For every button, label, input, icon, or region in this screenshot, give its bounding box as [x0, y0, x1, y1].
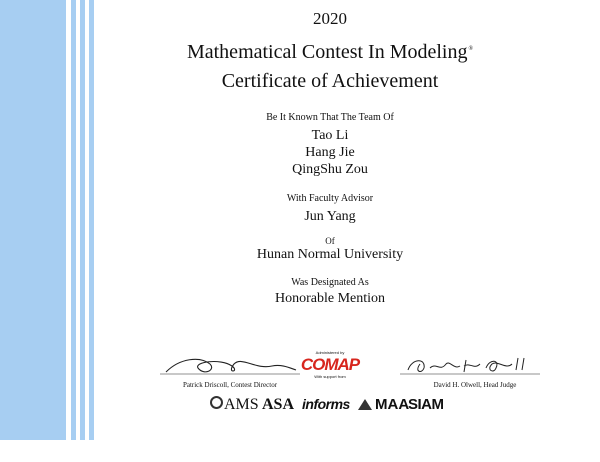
certificate	[120, 0, 540, 462]
border-stripe-4	[89, 0, 94, 440]
certificate-subtitle: Certificate of Achievement	[221, 70, 439, 92]
director-signature-graphic	[160, 352, 300, 380]
advisor-intro: With Faculty Advisor	[286, 193, 374, 204]
maa-logo: MAA	[358, 396, 409, 413]
university-name: Hunan Normal University	[256, 247, 404, 262]
team-member-1: Tao Li	[311, 128, 349, 143]
ams-icon	[210, 396, 223, 409]
support-label: With support from	[314, 374, 346, 379]
advisor-name: Jun Yang	[304, 209, 356, 224]
judge-caption: David H. Olwell, Head Judge	[433, 381, 517, 389]
contest-title	[120, 41, 540, 64]
maa-icon	[358, 399, 372, 410]
team-member-3: QingShu Zou	[292, 162, 368, 177]
intro-text: Be It Known That The Team Of	[266, 112, 394, 123]
asa-logo: ASA	[262, 396, 295, 413]
contest-name: Mathematical Contest In Modeling	[186, 41, 468, 63]
judge-signature	[400, 352, 540, 380]
director-caption: Patrick Driscoll, Contest Director	[182, 381, 278, 389]
border-stripe-2	[71, 0, 76, 440]
certificate-year: 2020	[313, 9, 347, 28]
border-stripe-3	[80, 0, 85, 440]
sponsor-logos	[210, 396, 510, 418]
administered-by-label: Administered by	[315, 350, 345, 355]
informs-logo: informs	[302, 396, 350, 412]
award-title: Honorable Mention	[274, 291, 386, 306]
siam-logo: SIAM	[408, 396, 444, 413]
director-signature	[160, 352, 300, 380]
border-stripe-1	[0, 0, 66, 440]
team-member-2: Hang Jie	[305, 145, 355, 160]
comap-logo: COMAP	[300, 355, 360, 374]
of-label: Of	[325, 236, 335, 246]
ams-logo: AMS	[210, 396, 259, 414]
administrator-block	[295, 350, 365, 379]
registered-mark: ®	[468, 46, 474, 53]
judge-signature-graphic	[400, 352, 540, 380]
designation-intro: Was Designated As	[291, 277, 369, 288]
